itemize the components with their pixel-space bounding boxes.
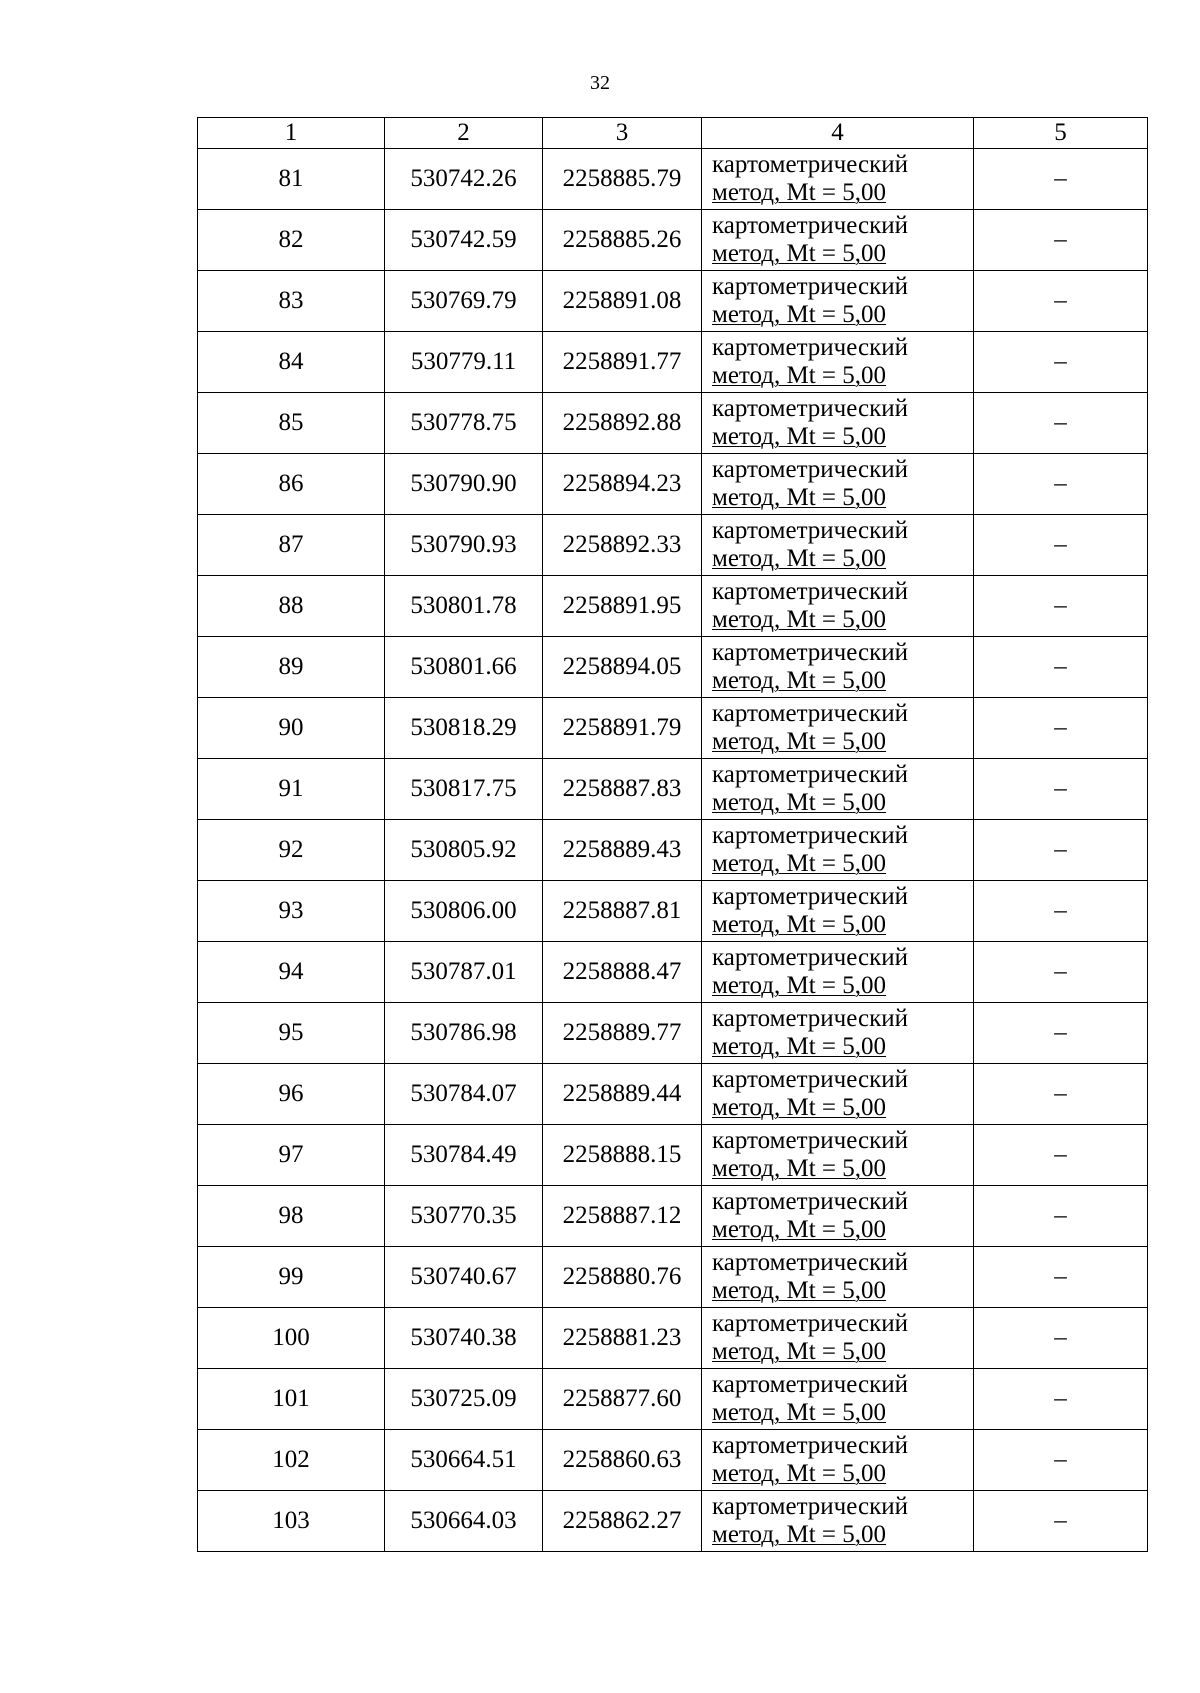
- point-number: 89: [198, 637, 385, 698]
- coord-x: 530784.49: [385, 1125, 543, 1186]
- point-number: 86: [198, 454, 385, 515]
- point-number: 87: [198, 515, 385, 576]
- method-line-1: картометрический: [712, 1127, 908, 1154]
- method-line-1: картометрический: [712, 273, 908, 300]
- method-line-1: картометрический: [712, 212, 908, 239]
- coord-x: 530779.11: [385, 332, 543, 393]
- empty-mark: –: [974, 515, 1148, 576]
- coord-y: 2258892.33: [543, 515, 702, 576]
- table-row: [198, 454, 1148, 515]
- method-line-1: картометрический: [712, 1432, 908, 1459]
- point-number: 98: [198, 1186, 385, 1247]
- empty-mark: –: [974, 210, 1148, 271]
- point-number: 91: [198, 759, 385, 820]
- empty-mark: –: [974, 820, 1148, 881]
- coord-y: 2258877.60: [543, 1369, 702, 1430]
- coord-x: 530769.79: [385, 271, 543, 332]
- method-cell: [702, 393, 974, 454]
- point-number: 81: [198, 149, 385, 210]
- table-body: [198, 149, 1148, 1552]
- method-cell: [702, 1369, 974, 1430]
- coord-y: 2258888.47: [543, 942, 702, 1003]
- coord-y: 2258894.23: [543, 454, 702, 515]
- header-col-3: 3: [543, 118, 702, 149]
- method-line-2: метод, Mt = 5,00: [712, 1399, 887, 1426]
- coord-y: 2258889.77: [543, 1003, 702, 1064]
- coord-x: 530818.29: [385, 698, 543, 759]
- method-line-2: метод, Mt = 5,00: [712, 179, 887, 206]
- table-row: [198, 1186, 1148, 1247]
- method-cell: [702, 271, 974, 332]
- method-cell: [702, 637, 974, 698]
- empty-mark: –: [974, 332, 1148, 393]
- coord-y: 2258887.81: [543, 881, 702, 942]
- coord-y: 2258891.79: [543, 698, 702, 759]
- empty-mark: –: [974, 271, 1148, 332]
- method-line-1: картометрический: [712, 395, 908, 422]
- method-cell: [702, 1430, 974, 1491]
- empty-mark: –: [974, 1003, 1148, 1064]
- method-line-1: картометрический: [712, 1310, 908, 1337]
- point-number: 90: [198, 698, 385, 759]
- coord-y: 2258891.77: [543, 332, 702, 393]
- header-col-5: 5: [974, 118, 1148, 149]
- header-row: [198, 118, 1148, 149]
- method-line-1: картометрический: [712, 822, 908, 849]
- table-row: [198, 271, 1148, 332]
- coord-x: 530790.93: [385, 515, 543, 576]
- table-header: [198, 118, 1148, 149]
- method-cell: [702, 149, 974, 210]
- method-line-2: метод, Mt = 5,00: [712, 850, 887, 877]
- method-line-1: картометрический: [712, 700, 908, 727]
- method-line-1: картометрический: [712, 456, 908, 483]
- coord-y: 2258889.44: [543, 1064, 702, 1125]
- empty-mark: –: [974, 1308, 1148, 1369]
- point-number: 83: [198, 271, 385, 332]
- table-row: [198, 820, 1148, 881]
- method-line-2: метод, Mt = 5,00: [712, 1033, 887, 1060]
- empty-mark: –: [974, 454, 1148, 515]
- page-number: 32: [590, 72, 610, 94]
- method-line-2: метод, Mt = 5,00: [712, 1094, 887, 1121]
- table-row: [198, 1125, 1148, 1186]
- method-line-1: картометрический: [712, 151, 908, 178]
- empty-mark: –: [974, 149, 1148, 210]
- coord-y: 2258892.88: [543, 393, 702, 454]
- coord-y: 2258860.63: [543, 1430, 702, 1491]
- coord-x: 530787.01: [385, 942, 543, 1003]
- coord-y: 2258862.27: [543, 1491, 702, 1552]
- method-cell: [702, 576, 974, 637]
- method-cell: [702, 820, 974, 881]
- header-col-4: 4: [702, 118, 974, 149]
- coord-x: 530664.03: [385, 1491, 543, 1552]
- table-row: [198, 759, 1148, 820]
- method-line-1: картометрический: [712, 334, 908, 361]
- table-row: [198, 515, 1148, 576]
- method-cell: [702, 698, 974, 759]
- empty-mark: –: [974, 1064, 1148, 1125]
- method-line-2: метод, Mt = 5,00: [712, 1216, 887, 1243]
- method-line-2: метод, Mt = 5,00: [712, 423, 887, 450]
- header-col-2: 2: [385, 118, 543, 149]
- table-row: [198, 881, 1148, 942]
- point-number: 84: [198, 332, 385, 393]
- point-number: 93: [198, 881, 385, 942]
- coord-y: 2258888.15: [543, 1125, 702, 1186]
- method-line-2: метод, Mt = 5,00: [712, 972, 887, 999]
- point-number: 92: [198, 820, 385, 881]
- header-col-1: 1: [198, 118, 385, 149]
- coord-y: 2258894.05: [543, 637, 702, 698]
- method-line-2: метод, Mt = 5,00: [712, 1155, 887, 1182]
- table-row: [198, 1369, 1148, 1430]
- coord-x: 530806.00: [385, 881, 543, 942]
- method-cell: [702, 454, 974, 515]
- coord-y: 2258887.83: [543, 759, 702, 820]
- method-cell: [702, 1491, 974, 1552]
- coord-x: 530725.09: [385, 1369, 543, 1430]
- method-line-1: картометрический: [712, 578, 908, 605]
- method-line-1: картометрический: [712, 639, 908, 666]
- method-line-1: картометрический: [712, 517, 908, 544]
- table-row: [198, 1003, 1148, 1064]
- empty-mark: –: [974, 1430, 1148, 1491]
- table-row: [198, 576, 1148, 637]
- empty-mark: –: [974, 698, 1148, 759]
- table-row: [198, 698, 1148, 759]
- method-line-1: картометрический: [712, 1188, 908, 1215]
- empty-mark: –: [974, 1491, 1148, 1552]
- method-line-1: картометрический: [712, 1371, 908, 1398]
- table-row: [198, 942, 1148, 1003]
- point-number: 97: [198, 1125, 385, 1186]
- empty-mark: –: [974, 1369, 1148, 1430]
- coord-x: 530784.07: [385, 1064, 543, 1125]
- method-line-1: картометрический: [712, 761, 908, 788]
- method-cell: [702, 942, 974, 1003]
- table-row: [198, 1247, 1148, 1308]
- method-line-1: картометрический: [712, 883, 908, 910]
- coord-y: 2258887.12: [543, 1186, 702, 1247]
- method-cell: [702, 1003, 974, 1064]
- coord-x: 530742.26: [385, 149, 543, 210]
- method-cell: [702, 1186, 974, 1247]
- coord-x: 530801.66: [385, 637, 543, 698]
- method-line-1: картометрический: [712, 1249, 908, 1276]
- coord-y: 2258881.23: [543, 1308, 702, 1369]
- point-number: 100: [198, 1308, 385, 1369]
- table-row: [198, 1491, 1148, 1552]
- method-line-2: метод, Mt = 5,00: [712, 911, 887, 938]
- method-line-2: метод, Mt = 5,00: [712, 728, 887, 755]
- method-line-2: метод, Mt = 5,00: [712, 1521, 887, 1548]
- coord-x: 530805.92: [385, 820, 543, 881]
- table-row: [198, 332, 1148, 393]
- coord-y: 2258891.95: [543, 576, 702, 637]
- method-line-1: картометрический: [712, 944, 908, 971]
- point-number: 103: [198, 1491, 385, 1552]
- coord-x: 530740.67: [385, 1247, 543, 1308]
- method-line-2: метод, Mt = 5,00: [712, 362, 887, 389]
- table-row: [198, 1430, 1148, 1491]
- coord-y: 2258885.79: [543, 149, 702, 210]
- coord-x: 530664.51: [385, 1430, 543, 1491]
- table-row: [198, 1064, 1148, 1125]
- coord-x: 530740.38: [385, 1308, 543, 1369]
- table-row: [198, 149, 1148, 210]
- point-number: 102: [198, 1430, 385, 1491]
- coord-x: 530742.59: [385, 210, 543, 271]
- empty-mark: –: [974, 759, 1148, 820]
- point-number: 85: [198, 393, 385, 454]
- empty-mark: –: [974, 881, 1148, 942]
- method-line-2: метод, Mt = 5,00: [712, 1460, 887, 1487]
- coord-x: 530801.78: [385, 576, 543, 637]
- coord-x: 530770.35: [385, 1186, 543, 1247]
- method-line-2: метод, Mt = 5,00: [712, 484, 887, 511]
- point-number: 101: [198, 1369, 385, 1430]
- method-line-2: метод, Mt = 5,00: [712, 545, 887, 572]
- method-cell: [702, 515, 974, 576]
- point-number: 94: [198, 942, 385, 1003]
- method-line-2: метод, Mt = 5,00: [712, 1338, 887, 1365]
- coord-y: 2258880.76: [543, 1247, 702, 1308]
- method-line-2: метод, Mt = 5,00: [712, 667, 887, 694]
- method-cell: [702, 1308, 974, 1369]
- coord-x: 530817.75: [385, 759, 543, 820]
- method-line-2: метод, Mt = 5,00: [712, 301, 887, 328]
- empty-mark: –: [974, 576, 1148, 637]
- coord-y: 2258885.26: [543, 210, 702, 271]
- method-cell: [702, 332, 974, 393]
- empty-mark: –: [974, 1186, 1148, 1247]
- empty-mark: –: [974, 1247, 1148, 1308]
- method-cell: [702, 759, 974, 820]
- point-number: 82: [198, 210, 385, 271]
- table-row: [198, 210, 1148, 271]
- coord-y: 2258891.08: [543, 271, 702, 332]
- point-number: 96: [198, 1064, 385, 1125]
- method-line-2: метод, Mt = 5,00: [712, 789, 887, 816]
- method-line-2: метод, Mt = 5,00: [712, 1277, 887, 1304]
- method-line-2: метод, Mt = 5,00: [712, 240, 887, 267]
- method-line-1: картометрический: [712, 1005, 908, 1032]
- coord-x: 530778.75: [385, 393, 543, 454]
- method-cell: [702, 1125, 974, 1186]
- coord-y: 2258889.43: [543, 820, 702, 881]
- coord-x: 530790.90: [385, 454, 543, 515]
- method-line-2: метод, Mt = 5,00: [712, 606, 887, 633]
- empty-mark: –: [974, 637, 1148, 698]
- method-line-1: картометрический: [712, 1066, 908, 1093]
- point-number: 99: [198, 1247, 385, 1308]
- table-row: [198, 1308, 1148, 1369]
- point-number: 95: [198, 1003, 385, 1064]
- table-row: [198, 637, 1148, 698]
- method-cell: [702, 881, 974, 942]
- method-cell: [702, 1064, 974, 1125]
- empty-mark: –: [974, 942, 1148, 1003]
- method-cell: [702, 210, 974, 271]
- coord-x: 530786.98: [385, 1003, 543, 1064]
- empty-mark: –: [974, 393, 1148, 454]
- point-number: 88: [198, 576, 385, 637]
- method-line-1: картометрический: [712, 1493, 908, 1520]
- empty-mark: –: [974, 1125, 1148, 1186]
- coordinates-table: [197, 117, 1148, 1552]
- method-cell: [702, 1247, 974, 1308]
- table-row: [198, 393, 1148, 454]
